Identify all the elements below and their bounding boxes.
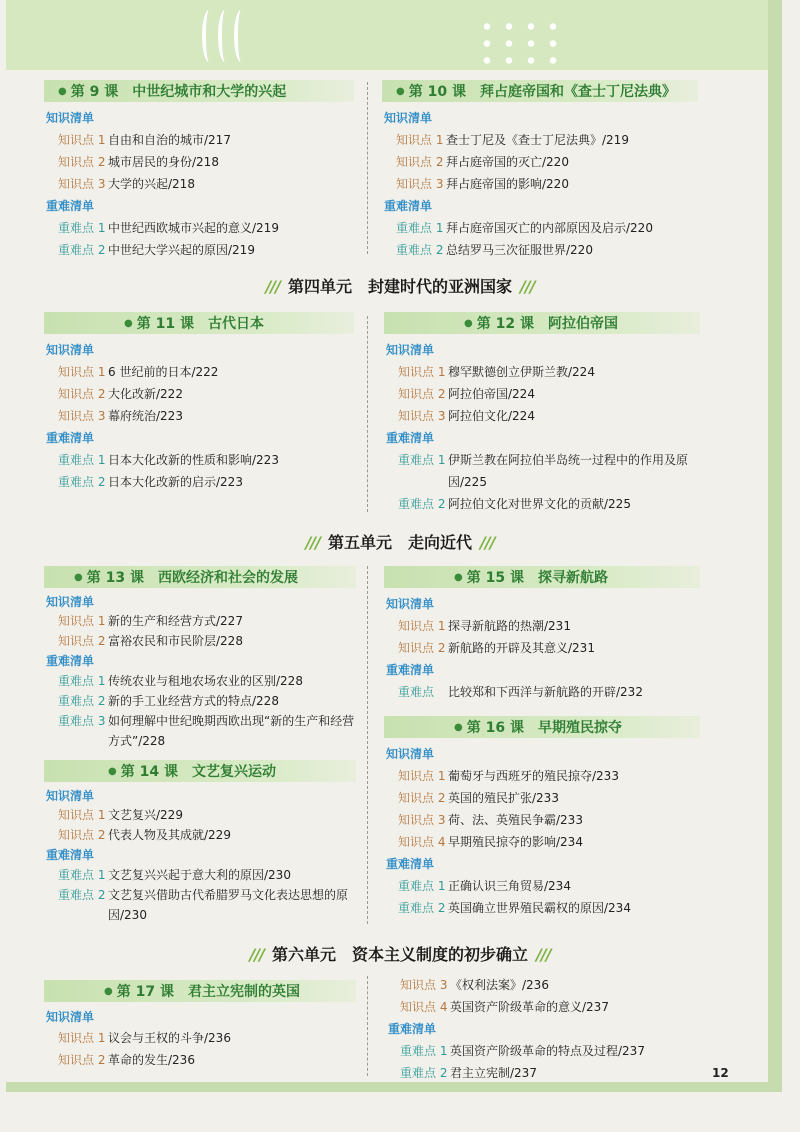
lesson-9 (44, 80, 354, 261)
point-text: 新的手工业经营方式的特点/228 (108, 694, 279, 708)
page-number: 12 (712, 1066, 729, 1080)
lesson-11-heading (44, 312, 354, 334)
list-item (384, 449, 700, 493)
point-label: 重难点 2 (398, 497, 446, 511)
unit-title: 第四单元 封建时代的亚洲国家 (287, 277, 512, 296)
key-list-label: 重难清单 (384, 199, 433, 213)
point-label: 知识点 1 (398, 365, 446, 379)
column-divider (367, 566, 368, 924)
point-label: 重难点 2 (400, 1066, 448, 1080)
lesson-12 (384, 312, 700, 515)
point-text: 幕府统治/223 (108, 409, 183, 423)
list-item (384, 493, 700, 515)
list-item (44, 239, 354, 261)
point-label: 重难点 1 (396, 221, 444, 235)
list-item (44, 711, 356, 751)
point-text: 文艺复兴/229 (108, 808, 183, 822)
point-label: 重难点 2 (58, 888, 106, 902)
lesson-15-heading (384, 566, 700, 588)
lesson-number: 第 15 课 (466, 570, 524, 586)
key-list-label: 重难清单 (386, 857, 435, 871)
lesson-title: 君主立宪制的英国 (187, 984, 300, 1000)
list-item (44, 361, 354, 383)
knowledge-list-label: 知识清单 (386, 747, 435, 761)
list-item (382, 217, 698, 239)
point-text: 大化改新/222 (108, 387, 183, 401)
point-label: 重难点 2 (396, 243, 444, 257)
lesson-10-heading (382, 80, 698, 102)
point-text: 荷、法、英殖民争霸/233 (448, 813, 583, 827)
point-text: 代表人物及其成就/229 (108, 828, 231, 842)
bullet-icon: ● (104, 985, 113, 997)
bullet-icon: ● (454, 721, 463, 733)
list-item (384, 831, 700, 853)
point-label: 知识点 3 (398, 409, 446, 423)
point-text: 比较郑和下西洋与新航路的开辟/232 (448, 685, 643, 699)
list-item (44, 1049, 356, 1071)
point-text: 《权利法案》/236 (450, 978, 549, 992)
point-label: 重难点 1 (58, 453, 106, 467)
lesson-10 (382, 80, 698, 261)
bullet-icon: ● (454, 571, 463, 583)
lesson-number: 第 13 课 (86, 570, 144, 586)
lesson-16 (384, 716, 700, 919)
list-item (44, 865, 356, 885)
list-item (44, 805, 356, 825)
unit-5-heading: /// 第五单元 走向近代 /// (305, 533, 495, 552)
point-text: 总结罗马三次征服世界/220 (446, 243, 593, 257)
point-text: 伊斯兰教在阿拉伯半岛统一过程中的作用及原因/225 (448, 453, 689, 489)
list-item (44, 691, 356, 711)
point-text: 日本大化改新的启示/223 (108, 475, 243, 489)
point-text: 英国资产阶级革命的特点及过程/237 (450, 1044, 645, 1058)
point-label: 知识点 1 (58, 365, 106, 379)
list-item (384, 809, 700, 831)
list-item (44, 383, 354, 405)
point-text: 早期殖民掠夺的影响/234 (448, 835, 583, 849)
lesson-16-heading (384, 716, 700, 738)
lesson-title: 拜占庭帝国和《查士丁尼法典》 (479, 84, 676, 100)
point-label: 重难点 1 (398, 453, 446, 467)
lesson-title: 文艺复兴运动 (191, 764, 276, 780)
lesson-17-continued (386, 974, 702, 1084)
point-label: 知识点 3 (396, 177, 444, 191)
list-item (44, 151, 354, 173)
lesson-title: 古代日本 (207, 316, 264, 332)
point-text: 英国确立世界殖民霸权的原因/234 (448, 901, 631, 915)
point-text: 革命的发生/236 (108, 1053, 195, 1067)
point-label: 知识点 1 (398, 619, 446, 633)
point-label: 知识点 2 (58, 387, 106, 401)
point-text: 探寻新航路的热潮/231 (448, 619, 571, 633)
key-list-label: 重难清单 (386, 663, 435, 677)
point-label: 重难点 1 (398, 879, 446, 893)
lesson-14-heading (44, 760, 356, 782)
point-label: 知识点 2 (398, 387, 446, 401)
list-item (44, 129, 354, 151)
bullet-icon: ● (396, 85, 405, 97)
point-text: 查士丁尼及《查士丁尼法典》/219 (446, 133, 629, 147)
column-divider (367, 82, 368, 254)
point-label: 知识点 1 (58, 614, 106, 628)
list-item (44, 471, 354, 493)
point-text: 富裕农民和市民阶层/228 (108, 634, 243, 648)
list-item (44, 885, 356, 925)
lesson-12-heading (384, 312, 700, 334)
lesson-17 (44, 980, 356, 1071)
point-label: 知识点 1 (58, 808, 106, 822)
list-item (384, 875, 700, 897)
column-divider (367, 976, 368, 1076)
unit-title: 第五单元 走向近代 (327, 533, 472, 552)
point-text: 6 世纪前的日本/222 (108, 365, 219, 379)
point-text: 城市居民的身份/218 (108, 155, 219, 169)
knowledge-list-label: 知识清单 (384, 111, 433, 125)
list-item (384, 405, 700, 427)
bullet-icon: ● (74, 571, 83, 583)
list-item (384, 383, 700, 405)
point-label: 重难点 1 (58, 674, 106, 688)
list-item (44, 825, 356, 845)
bullet-icon: ● (464, 317, 473, 329)
unit-6-heading: /// 第六单元 资本主义制度的初步确立 /// (249, 945, 551, 964)
point-text: 中世纪大学兴起的原因/219 (108, 243, 255, 257)
bullet-icon: ● (124, 317, 133, 329)
lesson-15 (384, 566, 700, 703)
point-label: 知识点 2 (398, 641, 446, 655)
list-item (384, 637, 700, 659)
list-item (384, 897, 700, 919)
point-text: 大学的兴起/218 (108, 177, 195, 191)
point-text: 葡萄牙与西班牙的殖民掠夺/233 (448, 769, 619, 783)
lesson-17-heading (44, 980, 356, 1002)
list-item (382, 129, 698, 151)
list-item (384, 787, 700, 809)
point-label: 知识点 2 (58, 634, 106, 648)
point-label: 重难点 2 (58, 694, 106, 708)
knowledge-list-label: 知识清单 (46, 111, 95, 125)
lesson-number: 第 9 课 (70, 84, 119, 100)
point-label: 知识点 3 (398, 813, 446, 827)
point-label: 重难点 1 (58, 868, 106, 882)
point-text: 议会与王权的斗争/236 (108, 1031, 231, 1045)
lesson-number: 第 16 课 (466, 720, 524, 736)
point-label: 重难点 2 (58, 475, 106, 489)
list-item (384, 615, 700, 637)
point-label: 知识点 3 (58, 177, 106, 191)
point-text: 阿拉伯文化对世界文化的贡献/225 (448, 497, 631, 511)
list-item (44, 405, 354, 427)
point-label: 重难点 2 (58, 243, 106, 257)
point-text: 中世纪西欧城市兴起的意义/219 (108, 221, 279, 235)
point-text: 文艺复兴兴起于意大利的原因/230 (108, 868, 291, 882)
point-label: 知识点 2 (398, 791, 446, 805)
list-item (44, 1027, 356, 1049)
list-item (44, 449, 354, 471)
key-list-label: 重难清单 (46, 654, 95, 668)
list-item (384, 765, 700, 787)
bullet-icon: ● (58, 85, 67, 97)
point-label: 知识点 1 (58, 1031, 106, 1045)
list-item (386, 974, 702, 996)
lesson-title: 阿拉伯帝国 (547, 316, 618, 332)
column-divider (367, 316, 368, 512)
lesson-number: 第 14 课 (120, 764, 178, 780)
lesson-9-heading (44, 80, 354, 102)
point-text: 君主立宪制/237 (450, 1066, 537, 1080)
knowledge-list-label: 知识清单 (46, 789, 95, 803)
knowledge-list-label: 知识清单 (386, 343, 435, 357)
lesson-number: 第 12 课 (476, 316, 534, 332)
list-item (384, 361, 700, 383)
point-label: 知识点 3 (400, 978, 448, 992)
knowledge-list-label: 知识清单 (386, 597, 435, 611)
lesson-13-heading (44, 566, 356, 588)
lesson-number: 第 17 课 (116, 984, 174, 1000)
point-label: 知识点 2 (58, 1053, 106, 1067)
list-item (44, 217, 354, 239)
lesson-title: 西欧经济和社会的发展 (157, 570, 298, 586)
lesson-title: 中世纪城市和大学的兴起 (132, 84, 287, 100)
list-item (44, 611, 356, 631)
lesson-14 (44, 760, 356, 925)
list-item (386, 996, 702, 1018)
point-label: 知识点 1 (58, 133, 106, 147)
lesson-11 (44, 312, 354, 493)
point-label: 知识点 2 (58, 155, 106, 169)
key-list-label: 重难清单 (388, 1022, 437, 1036)
key-list-label: 重难清单 (46, 199, 95, 213)
point-text: 阿拉伯帝国/224 (448, 387, 535, 401)
point-text: 阿拉伯文化/224 (448, 409, 535, 423)
point-label: 知识点 3 (58, 409, 106, 423)
point-text: 文艺复兴借助古代希腊罗马文化表达思想的原因/230 (108, 888, 349, 922)
list-item (386, 1062, 702, 1084)
point-text: 新的生产和经营方式/227 (108, 614, 243, 628)
key-list-label: 重难清单 (46, 848, 95, 862)
point-text: 传统农业与租地农场农业的区别/228 (108, 674, 303, 688)
key-list-label: 重难清单 (386, 431, 435, 445)
list-item (44, 173, 354, 195)
point-text: 英国资产阶级革命的意义/237 (450, 1000, 609, 1014)
point-label: 知识点 2 (396, 155, 444, 169)
point-text: 英国的殖民扩张/233 (448, 791, 559, 805)
bullet-icon: ● (108, 765, 117, 777)
lesson-title: 探寻新航路 (537, 570, 608, 586)
point-label: 知识点 4 (400, 1000, 448, 1014)
unit-title: 第六单元 资本主义制度的初步确立 (271, 945, 528, 964)
point-label: 知识点 4 (398, 835, 446, 849)
list-item (382, 151, 698, 173)
point-text: 正确认识三角贸易/234 (448, 879, 571, 893)
list-item (44, 671, 356, 691)
point-label: 重难点 (398, 685, 435, 699)
point-label: 重难点 1 (58, 221, 106, 235)
knowledge-list-label: 知识清单 (46, 343, 95, 357)
list-item (382, 239, 698, 261)
list-item (382, 173, 698, 195)
point-label: 知识点 1 (396, 133, 444, 147)
knowledge-list-label: 知识清单 (46, 1010, 95, 1024)
point-text: 日本大化改新的性质和影响/223 (108, 453, 279, 467)
point-label: 知识点 2 (58, 828, 106, 842)
list-item (384, 681, 700, 703)
point-label: 知识点 1 (398, 769, 446, 783)
unit-4-heading: /// 第四单元 封建时代的亚洲国家 /// (265, 277, 535, 296)
list-item (44, 631, 356, 651)
lesson-13 (44, 566, 356, 751)
lesson-number: 第 10 课 (408, 84, 466, 100)
point-text: 自由和自治的城市/217 (108, 133, 231, 147)
point-label: 重难点 1 (400, 1044, 448, 1058)
point-label: 重难点 3 (58, 714, 106, 728)
knowledge-list-label: 知识清单 (46, 595, 95, 609)
lesson-title: 早期殖民掠夺 (537, 720, 622, 736)
point-text: 穆罕默德创立伊斯兰教/224 (448, 365, 595, 379)
point-text: 如何理解中世纪晚期西欧出现“新的生产和经营方式”/228 (108, 714, 355, 748)
key-list-label: 重难清单 (46, 431, 95, 445)
point-text: 拜占庭帝国灭亡的内部原因及启示/220 (446, 221, 653, 235)
lesson-number: 第 11 课 (136, 316, 194, 332)
point-text: 新航路的开辟及其意义/231 (448, 641, 595, 655)
point-text: 拜占庭帝国的影响/220 (446, 177, 569, 191)
list-item (386, 1040, 702, 1062)
point-text: 拜占庭帝国的灭亡/220 (446, 155, 569, 169)
point-label: 重难点 2 (398, 901, 446, 915)
